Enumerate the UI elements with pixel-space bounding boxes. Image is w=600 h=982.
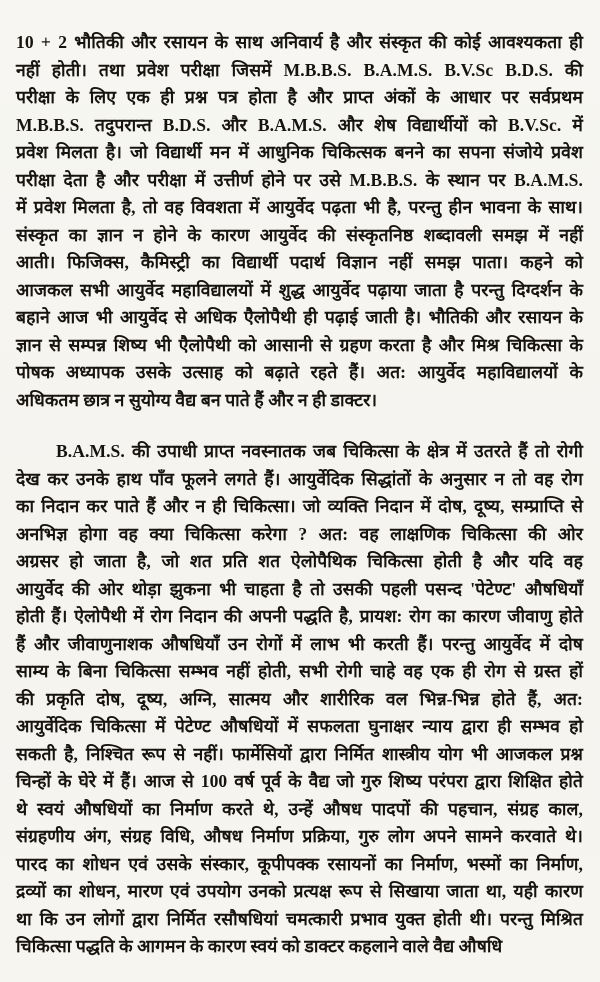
text-line: द्रव्यों का शोधन, मारण एवं उपयोग उनको प्रत्यक्ष रूप से सिखाया जाता था, यही कारण	[16, 881, 583, 901]
paragraph-2	[16, 438, 583, 961]
text-line: की प्रकृति दोष, दूष्य, अग्नि, सात्मय और शारीरिक वल भिन्न-भिन्न होते हैं, अत:	[16, 688, 583, 709]
paragraph-1	[16, 29, 583, 414]
text-line: आयुर्वेद की ओर थोड़ा झुकना भी चाहता है तो उसकी पहली पसन्द 'पेटेण्ट' औषधियाँ	[16, 578, 583, 599]
text-line: 10 + 2 भौतिकी और रसायन के साथ अनिवार्य है और संस्कृत की कोई आवश्यकता ही	[16, 32, 583, 52]
text-line: थे स्वयं औषधियों का निर्माण करते थे, उन्हें औषध पादपों की पहचान, संग्रह काल,	[16, 798, 583, 819]
text-line: चिकित्सा पद्धति के आगमन के कारण स्वयं को डाक्टर कहलाने वाले वैद्य औषधि	[16, 936, 503, 956]
text-line: सकती है, निश्चित रूप से नहीं। फार्मेसियों द्वारा निर्मित शास्त्रीय योग भी आजकल प्रश्न	[16, 743, 583, 764]
text-line: हैं और जीवाणुनाशक औषधियाँ उन रोगों में लाभ भी करती हैं। परन्तु आयुर्वेद में दोष	[16, 633, 583, 654]
text-line: परीक्षा देता है और परीक्षा में उत्तीर्ण होने पर उसे M.B.B.S. के स्थान पर B.A.M.S.	[16, 169, 583, 190]
text-line: बहाने आज भी आयुर्वेद से अधिक ऐैलोपैथी ही पढ़ाई जाती है। भौतिकी और रसायन के	[16, 307, 583, 327]
text-line: चिन्हों के घेरे में हैं। आज से 100 वर्ष पूर्व के वैद्य जो गुरु शिष्य परंपरा द्वारा शिक्षित होते	[16, 771, 583, 791]
text-line: आती। फिजिक्स, कैमिस्ट्री का विद्यार्थी पदार्थ विज्ञान नहीं समझ पाता। कहने को	[16, 252, 583, 272]
text-line: प्रवेश मिलता है। जो विद्यार्थी मन में आधुनिक चिकित्सक बनने का सपना संजोये प्रवेश	[16, 142, 583, 162]
text-line: का निदान कर पाते हैं और न ही चिकित्सा। जो व्यक्ति निदान में दोष, दूष्य, सम्प्राप्ति से	[16, 496, 583, 516]
text-line: पारद का शोधन एवं उसके संस्कार, कूपीपक्क रसायनों का निर्माण, भस्मों का निर्माण,	[16, 853, 583, 874]
text-line: अधिकतम छात्र न सुयोग्य वैद्य बन पाते हैं और न ही डाक्टर।	[16, 389, 378, 410]
text-line: संस्कृत का ज्ञान न होने के कारण आयुर्वेद की संस्कृतनिष्ठ शब्दावली समझ में नहीं	[16, 224, 583, 245]
text-line: B.A.M.S. की उपाधी प्राप्त नवस्नातक जब चिकित्सा के क्षेत्र में उतरते हैं तो रोगी	[56, 441, 583, 461]
text-line: में प्रवेश मिलता है, तो वह विवशता में आयुर्वेद पढ़ता भी है, परन्तु हीन भावना के साथ।	[16, 197, 583, 217]
text-line: नहीं होती। तथा प्रवेश परीक्षा जिसमें M.B.B.S. B.A.M.S. B.V.Sc B.D.S. की	[16, 59, 583, 80]
text-line: अनभिज्ञ होगा वह क्या चिकित्सा करेगा ? अत: वह लाक्षणिक चिकित्सा की ओर	[16, 523, 583, 544]
text-line: M.B.B.S. तदुपरान्त B.D.S. और B.A.M.S. और शेष विद्यार्थीयों को B.V.Sc. में	[16, 114, 583, 135]
text-line: था कि उन लोगों द्वारा निर्मित रसौषधियां चमत्कारी प्रभाव युक्त होती थी। परन्तु मिश्रित	[16, 908, 583, 929]
text-line: ज्ञान से सम्पन्न शिष्य भी ऐैलोपैथी को आसानी से ग्रहण करता है और मिश्र चिकित्सा के	[16, 334, 583, 355]
text-line: पोषक अध्यापक उसके उत्साह को बढ़ाते रहते हैं। अत: आयुर्वेद महाविद्यालयों के	[16, 362, 583, 382]
text-line: होती हैं। ऐलोपैथी में रोग निदान की अपनी पद्धति है, प्रायश: रोग का कारण जीवाणु होते	[16, 606, 583, 626]
text-line: संग्रहणीय अंग, संग्रह विधि, औषध निर्माण प्रक्रिया, गुरु लोग अपने सामने करवाते थे।	[16, 826, 583, 846]
text-line: आयुर्वेदिक चिकित्सा में पेटेण्ट औषधियों में सफलता घुनाक्षर न्याय द्वारा ही सम्भव हो	[16, 716, 583, 736]
text-line: देख कर उनके हाथ पाँव फूलने लगते हैं। आयुर्वेदिक सिद्धांतों के अनुसार न तो वह रोग	[16, 468, 583, 489]
text-line: अग्रसर हो जाता है, जो शत प्रति शत ऐलोपैथिक चिकित्सा होती है और यदि वह	[16, 551, 583, 571]
text-line: साम्य के बिना चिकित्सा सम्भव नहीं होती, सभी रोगी चाहे वह एक ही रोग से ग्रस्त हों	[16, 661, 583, 681]
text-line: परीक्षा के लिए एक ही प्रश्न पत्र होता है और प्राप्त अंकों के आधार पर सर्वप्रथम	[16, 87, 583, 107]
text-line: आजकल सभी आयुर्वेद महाविद्यालयों में शुद्ध आयुर्वेद पढ़ाया जाता है परन्तु दिग्दर्शन के	[16, 279, 583, 300]
